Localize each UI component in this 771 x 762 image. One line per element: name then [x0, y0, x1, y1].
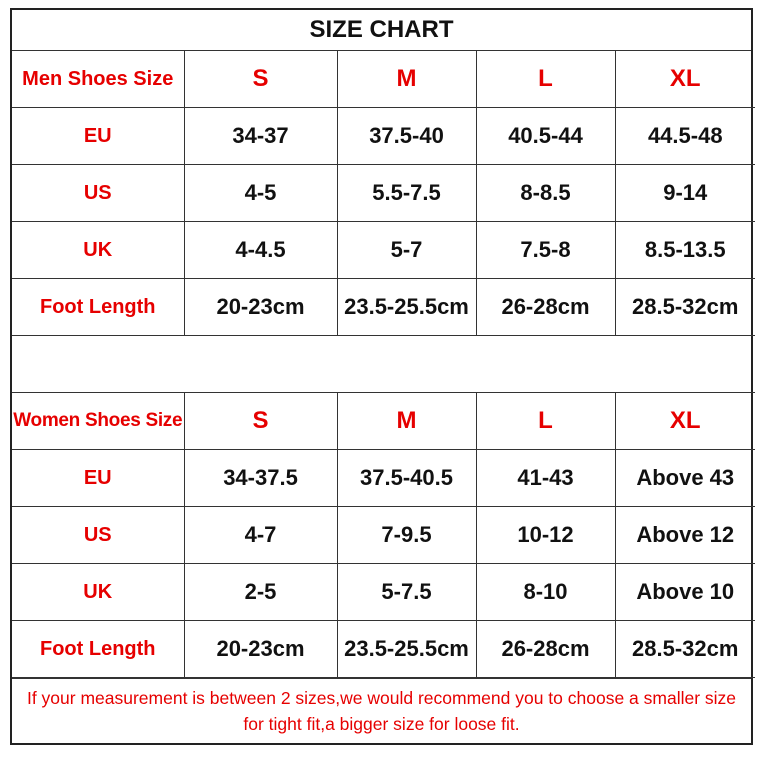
table-cell: Above 43	[615, 450, 755, 507]
table-cell: 8-10	[476, 564, 615, 621]
row-label: US	[12, 165, 184, 222]
table-cell: 37.5-40	[337, 108, 476, 165]
size-table	[12, 51, 755, 678]
women-header-row	[12, 393, 755, 450]
men-size-m: M	[337, 51, 476, 108]
men-size-l: L	[476, 51, 615, 108]
row-label: US	[12, 507, 184, 564]
men-size-xl: XL	[615, 51, 755, 108]
table-cell: 2-5	[184, 564, 337, 621]
spacer-cell	[12, 336, 755, 393]
size-chart	[10, 8, 753, 745]
table-cell: 44.5-48	[615, 108, 755, 165]
table-cell: 5.5-7.5	[337, 165, 476, 222]
table-row	[12, 450, 755, 507]
row-label: Foot Length	[12, 621, 184, 678]
table-cell: 28.5-32cm	[615, 621, 755, 678]
table-cell: 34-37	[184, 108, 337, 165]
row-label: EU	[12, 450, 184, 507]
women-header-label: Women Shoes Size	[12, 393, 184, 450]
row-label: Foot Length	[12, 279, 184, 336]
table-cell: 4-5	[184, 165, 337, 222]
table-cell: Above 12	[615, 507, 755, 564]
table-cell: 8-8.5	[476, 165, 615, 222]
men-header-row	[12, 51, 755, 108]
table-cell: 4-4.5	[184, 222, 337, 279]
table-cell: 5-7	[337, 222, 476, 279]
row-label: UK	[12, 564, 184, 621]
women-size-l: L	[476, 393, 615, 450]
men-header-label: Men Shoes Size	[12, 51, 184, 108]
spacer-row	[12, 336, 755, 393]
table-cell: 34-37.5	[184, 450, 337, 507]
table-cell: 26-28cm	[476, 621, 615, 678]
table-cell: 26-28cm	[476, 279, 615, 336]
women-size-m: M	[337, 393, 476, 450]
row-label: UK	[12, 222, 184, 279]
table-row	[12, 564, 755, 621]
table-cell: 20-23cm	[184, 621, 337, 678]
table-row	[12, 621, 755, 678]
chart-title: SIZE CHART	[12, 10, 751, 51]
table-cell: 8.5-13.5	[615, 222, 755, 279]
table-cell: 37.5-40.5	[337, 450, 476, 507]
fit-note: If your measurement is between 2 sizes,we would recommend you to choose a smaller size for tight fit,a bigger size for loose fit.	[12, 678, 751, 743]
row-label: EU	[12, 108, 184, 165]
table-cell: 23.5-25.5cm	[337, 621, 476, 678]
table-cell: 28.5-32cm	[615, 279, 755, 336]
table-cell: 9-14	[615, 165, 755, 222]
table-cell: 20-23cm	[184, 279, 337, 336]
table-cell: 7-9.5	[337, 507, 476, 564]
table-row	[12, 279, 755, 336]
men-size-s: S	[184, 51, 337, 108]
table-cell: Above 10	[615, 564, 755, 621]
table-row	[12, 222, 755, 279]
table-row	[12, 108, 755, 165]
women-size-xl: XL	[615, 393, 755, 450]
table-cell: 23.5-25.5cm	[337, 279, 476, 336]
table-cell: 7.5-8	[476, 222, 615, 279]
table-cell: 5-7.5	[337, 564, 476, 621]
table-row	[12, 507, 755, 564]
women-size-s: S	[184, 393, 337, 450]
table-cell: 40.5-44	[476, 108, 615, 165]
table-cell: 4-7	[184, 507, 337, 564]
table-cell: 10-12	[476, 507, 615, 564]
table-row	[12, 165, 755, 222]
table-cell: 41-43	[476, 450, 615, 507]
